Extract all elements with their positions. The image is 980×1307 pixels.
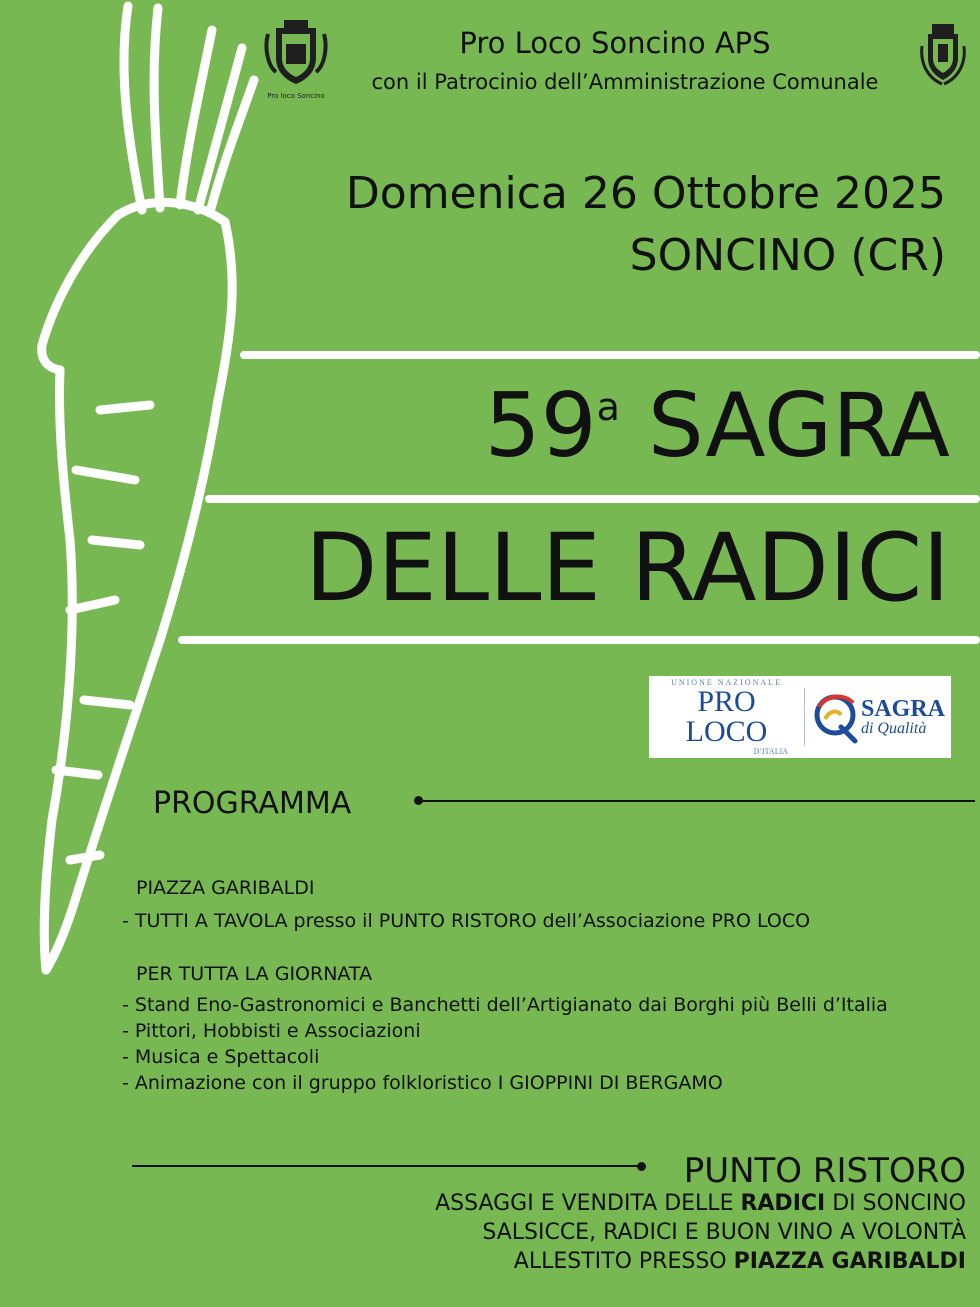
divider-middle [205, 495, 980, 503]
unpli-main-text: PRO LOCO [685, 685, 768, 748]
quality-q-icon [811, 689, 861, 745]
punto-ristoro-line-2: SALSICCE, RADICI E BUON VINO A VOLONTÀ [482, 1220, 966, 1245]
event-date: Domenica 26 Ottobre 2025 [345, 168, 946, 219]
unpli-logo [655, 678, 798, 756]
punto-ristoro-line [132, 1165, 640, 1167]
qualita-label: di Qualità [860, 720, 927, 737]
logo-caption: Pro loco Soncino [267, 92, 325, 100]
pro-loco-soncino-logo [262, 14, 330, 100]
sagra-qualita-logo [811, 689, 945, 745]
programma-line [420, 800, 975, 802]
punto-ristoro-line-1 [435, 1191, 966, 1216]
section-heading-giornata: PER TUTTA LA GIORNATA [136, 963, 373, 985]
title-word-sagra: SAGRA [647, 374, 950, 477]
divider-bottom [178, 636, 980, 644]
line1-bold: RADICI [740, 1191, 826, 1216]
edition-suffix: a [596, 385, 620, 429]
line3-text: ALLESTITO PRESSO [513, 1249, 734, 1274]
comune-logo [918, 12, 968, 94]
program-item: - Stand Eno-Gastronomici e Banchetti dell’Artigianato dai Borghi più Belli d’Italia [122, 994, 888, 1016]
edition-number: 59 [484, 374, 597, 477]
quality-badge [649, 676, 951, 758]
program-item: - Musica e Spettacoli [122, 1046, 320, 1068]
crest-icon [262, 14, 330, 86]
organization-subtitle: con il Patrocinio dell’Amministrazione Comunale [371, 70, 879, 94]
program-item: - Pittori, Hobbisti e Associazioni [122, 1020, 421, 1042]
divider-top [240, 351, 980, 359]
event-place: SONCINO (CR) [629, 230, 946, 281]
line1-end: DI SONCINO [825, 1191, 966, 1216]
unpli-bottom-text: D’ITALIA [753, 747, 789, 756]
organization-title: Pro Loco Soncino APS [459, 26, 771, 60]
program-item: - Animazione con il gruppo folkloristico I GIOPPINI DI BERGAMO [122, 1072, 723, 1094]
unpli-top-text: UNIONE NAZIONALE [671, 678, 782, 687]
event-title: DELLE RADICI [304, 514, 950, 623]
line1-text: ASSAGGI E VENDITA DELLE [435, 1191, 741, 1216]
badge-separator [804, 688, 805, 746]
municipal-crest-icon [918, 12, 968, 90]
line3-bold: PIAZZA GARIBALDI [733, 1249, 966, 1274]
punto-ristoro-title: PUNTO RISTORO [683, 1151, 966, 1191]
edition-headline [484, 374, 950, 477]
punto-ristoro-line-3 [514, 1249, 966, 1274]
programma-title: PROGRAMMA [153, 786, 352, 821]
punto-ristoro-dot [637, 1162, 646, 1171]
section-heading-piazza: PIAZZA GARIBALDI [136, 877, 315, 899]
sagra-label: SAGRA [860, 696, 945, 722]
program-item: - TUTTI A TAVOLA presso il PUNTO RISTORO dell’Associazione PRO LOCO [122, 910, 811, 932]
